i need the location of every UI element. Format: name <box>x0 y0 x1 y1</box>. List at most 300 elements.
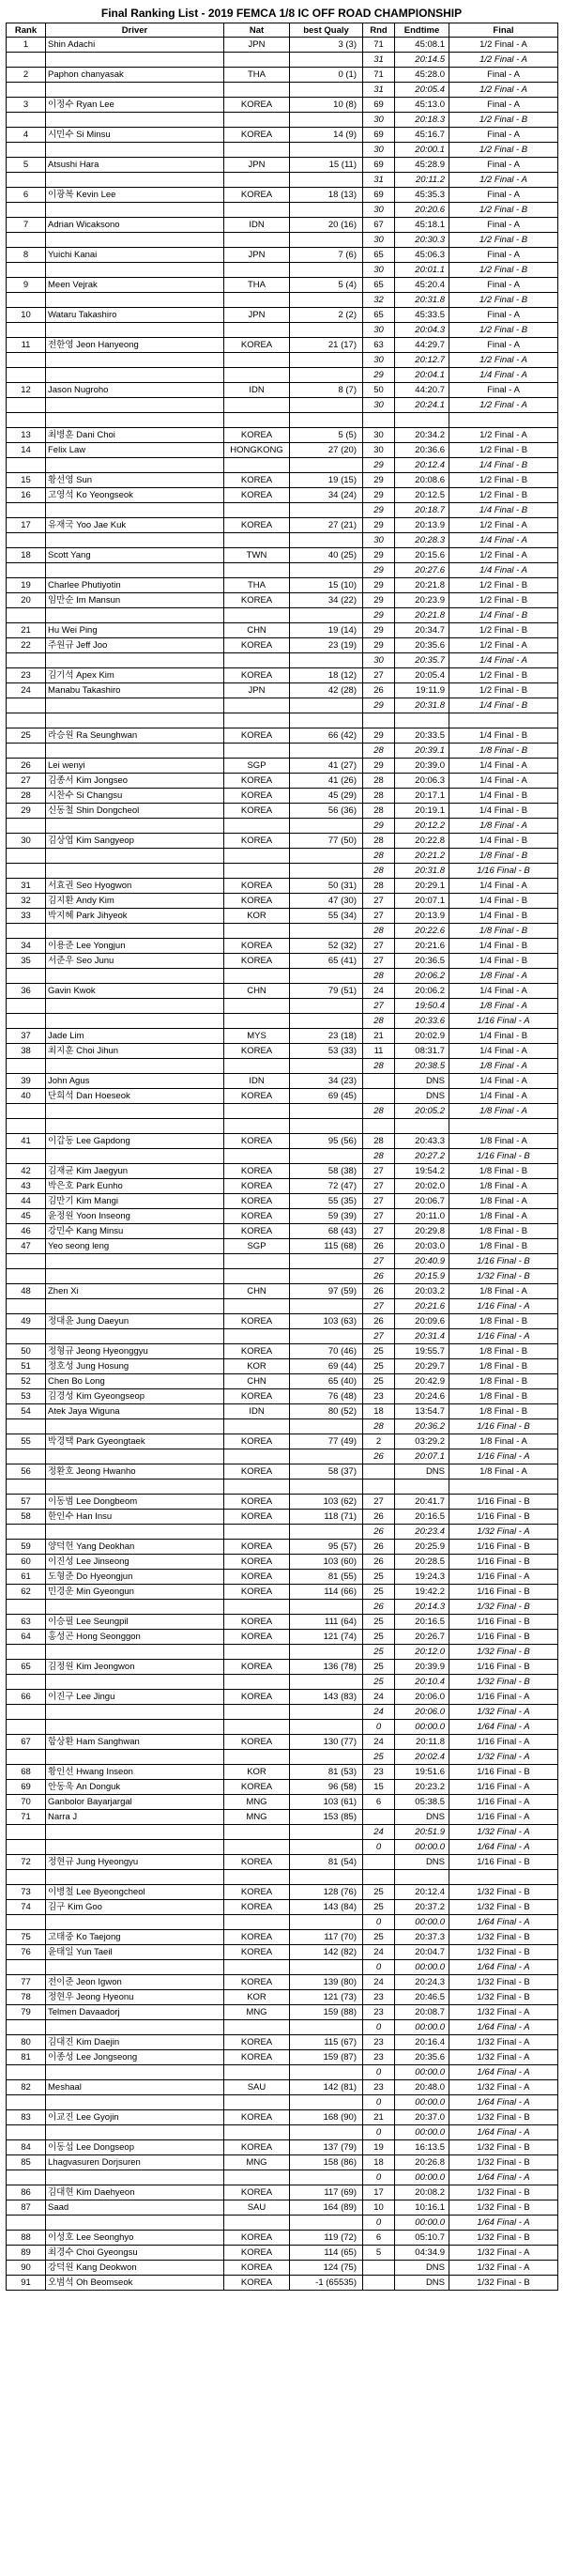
final-cell: 1/8 Final - B <box>449 1224 558 1239</box>
table-row <box>7 1404 558 1419</box>
endtime-cell: 19:55.7 <box>395 1344 449 1359</box>
nation-cell: MYS <box>224 1029 290 1044</box>
rank-cell: 36 <box>7 984 46 999</box>
driver-cell: 도형준 Do Hyeongjun <box>46 1570 224 1585</box>
table-row <box>7 1029 558 1044</box>
table-row <box>7 774 558 789</box>
final-cell: 1/8 Final - B <box>449 849 558 864</box>
endtime-cell: 20:07.1 <box>395 1449 449 1464</box>
round-cell: 26 <box>363 1525 395 1540</box>
best-qualy-cell: 41 (27) <box>290 759 363 774</box>
round-cell: 28 <box>363 969 395 984</box>
nation-cell <box>224 1149 290 1164</box>
rank-cell <box>7 1525 46 1540</box>
best-qualy-cell: 18 (12) <box>290 668 363 683</box>
final-cell: 1/8 Final - B <box>449 1239 558 1254</box>
round-cell: 28 <box>363 864 395 879</box>
rank-cell: 55 <box>7 1434 46 1449</box>
endtime-cell: 20:41.7 <box>395 1495 449 1510</box>
best-qualy-cell: 159 (88) <box>290 2005 363 2020</box>
driver-cell: John Agus <box>46 1074 224 1089</box>
final-cell: Final - A <box>449 308 558 323</box>
driver-cell <box>46 113 224 128</box>
round-cell: 25 <box>363 1374 395 1389</box>
endtime-cell: 03:29.2 <box>395 1434 449 1449</box>
best-qualy-cell: 103 (60) <box>290 1555 363 1570</box>
heat-result-row <box>7 1720 558 1735</box>
nation-cell: KOREA <box>224 638 290 653</box>
nation-cell: KOREA <box>224 98 290 113</box>
endtime-cell <box>395 1119 449 1134</box>
final-cell: 1/4 Final - A <box>449 774 558 789</box>
round-cell: 18 <box>363 2155 395 2170</box>
driver-cell: Adrian Wicaksono <box>46 218 224 233</box>
rank-cell: 69 <box>7 1780 46 1795</box>
rank-cell: 60 <box>7 1555 46 1570</box>
round-cell: 69 <box>363 98 395 113</box>
nation-cell: KOREA <box>224 728 290 744</box>
driver-cell: Charlee Phutiyotin <box>46 578 224 593</box>
endtime-cell: 20:29.7 <box>395 1359 449 1374</box>
rank-cell <box>7 1915 46 1930</box>
nation-cell <box>224 1269 290 1284</box>
driver-cell <box>46 1675 224 1690</box>
driver-cell: 이종성 Lee Jongseong <box>46 2050 224 2065</box>
round-cell: 27 <box>363 1179 395 1194</box>
final-cell: 1/16 Final - A <box>449 1795 558 1810</box>
round-cell: 27 <box>363 999 395 1014</box>
best-qualy-cell <box>290 53 363 68</box>
round-cell: 28 <box>363 1104 395 1119</box>
driver-cell: 김상엽 Kim Sangyeop <box>46 834 224 849</box>
heat-result-row <box>7 293 558 308</box>
rank-cell: 56 <box>7 1464 46 1480</box>
round-cell: 23 <box>363 2035 395 2050</box>
table-row <box>7 1374 558 1389</box>
driver-cell <box>46 653 224 668</box>
endtime-cell: 20:36.2 <box>395 1419 449 1434</box>
heat-result-row <box>7 323 558 338</box>
ranking-sheet <box>6 4 557 2291</box>
best-qualy-cell <box>290 698 363 713</box>
table-row <box>7 1555 558 1570</box>
heat-result-row <box>7 143 558 158</box>
heat-result-row <box>7 173 558 188</box>
table-header-row <box>7 23 558 38</box>
round-cell: 31 <box>363 173 395 188</box>
final-cell: 1/4 Final - B <box>449 503 558 518</box>
heat-result-row <box>7 1825 558 1840</box>
rank-cell: 32 <box>7 894 46 909</box>
nation-cell: KOREA <box>224 2276 290 2291</box>
nation-cell: KOR <box>224 1359 290 1374</box>
driver-cell <box>46 1915 224 1930</box>
best-qualy-cell <box>290 1149 363 1164</box>
rank-cell: 25 <box>7 728 46 744</box>
round-cell: 27 <box>363 1495 395 1510</box>
nation-cell <box>224 1600 290 1615</box>
best-qualy-cell: 34 (23) <box>290 1074 363 1089</box>
best-qualy-cell <box>290 203 363 218</box>
table-row <box>7 1855 558 1870</box>
heat-result-row <box>7 233 558 248</box>
heat-result-row <box>7 533 558 548</box>
rank-cell <box>7 1014 46 1029</box>
rank-cell: 70 <box>7 1795 46 1810</box>
best-qualy-cell: 79 (51) <box>290 984 363 999</box>
nation-cell: KOREA <box>224 1464 290 1480</box>
best-qualy-cell: 111 (64) <box>290 1615 363 1630</box>
endtime-cell: 20:27.2 <box>395 1149 449 1164</box>
table-row <box>7 638 558 653</box>
rank-cell: 83 <box>7 2110 46 2125</box>
final-cell: 1/4 Final - B <box>449 789 558 804</box>
rank-cell: 80 <box>7 2035 46 2050</box>
table-row <box>7 894 558 909</box>
final-cell: 1/2 Final - B <box>449 293 558 308</box>
rank-cell: 57 <box>7 1495 46 1510</box>
endtime-cell: 20:37.0 <box>395 2110 449 2125</box>
endtime-cell: 20:14.3 <box>395 1600 449 1615</box>
round-cell: 63 <box>363 338 395 353</box>
best-qualy-cell <box>290 713 363 728</box>
nation-cell: KOREA <box>224 804 290 819</box>
table-body <box>7 38 558 2291</box>
table-row <box>7 2231 558 2246</box>
nation-cell: SGP <box>224 1239 290 1254</box>
nation-cell: SAU <box>224 2200 290 2216</box>
round-cell: 25 <box>363 1585 395 1600</box>
driver-cell: Yeo seong leng <box>46 1239 224 1254</box>
rank-cell: 38 <box>7 1044 46 1059</box>
endtime-cell: 45:18.1 <box>395 218 449 233</box>
nation-cell: THA <box>224 578 290 593</box>
nation-cell <box>224 819 290 834</box>
nation-cell <box>224 2125 290 2140</box>
best-qualy-cell: 103 (63) <box>290 1314 363 1329</box>
final-cell: 1/32 Final - B <box>449 1900 558 1915</box>
nation-cell: KOREA <box>224 488 290 503</box>
rank-cell: 9 <box>7 278 46 293</box>
round-cell: 71 <box>363 38 395 53</box>
heat-result-row <box>7 203 558 218</box>
endtime-cell: 00:00.0 <box>395 2216 449 2231</box>
endtime-cell: 20:31.8 <box>395 698 449 713</box>
round-cell <box>363 1464 395 1480</box>
driver-cell: 정현우 Jeong Hyeonu <box>46 1990 224 2005</box>
table-row <box>7 1389 558 1404</box>
rank-cell: 72 <box>7 1855 46 1870</box>
table-row <box>7 473 558 488</box>
round-cell: 26 <box>363 683 395 698</box>
final-cell: 1/2 Final - B <box>449 443 558 458</box>
endtime-cell: 20:23.9 <box>395 593 449 608</box>
driver-cell: 이용준 Lee Yongjun <box>46 939 224 954</box>
final-cell: 1/8 Final - B <box>449 1389 558 1404</box>
nation-cell: KOREA <box>224 338 290 353</box>
round-cell: 69 <box>363 158 395 173</box>
rank-cell: 75 <box>7 1930 46 1945</box>
round-cell <box>363 1089 395 1104</box>
final-cell: 1/2 Final - B <box>449 143 558 158</box>
nation-cell: KOREA <box>224 774 290 789</box>
driver-cell: Saad <box>46 2200 224 2216</box>
round-cell: 0 <box>363 2216 395 2231</box>
final-cell: 1/16 Final - A <box>449 1810 558 1825</box>
final-cell <box>449 1480 558 1495</box>
round-cell: 27 <box>363 1194 395 1209</box>
final-cell: 1/16 Final - A <box>449 1735 558 1750</box>
round-cell: 30 <box>363 533 395 548</box>
round-cell <box>363 1870 395 1885</box>
table-row <box>7 2185 558 2200</box>
best-qualy-cell: 119 (72) <box>290 2231 363 2246</box>
best-qualy-cell: 142 (81) <box>290 2080 363 2095</box>
nation-cell <box>224 458 290 473</box>
table-row <box>7 188 558 203</box>
best-qualy-cell: 128 (76) <box>290 1885 363 1900</box>
rank-cell: 67 <box>7 1735 46 1750</box>
final-cell: 1/64 Final - A <box>449 2125 558 2140</box>
best-qualy-cell <box>290 368 363 383</box>
round-cell: 29 <box>363 458 395 473</box>
table-row <box>7 428 558 443</box>
round-cell: 30 <box>363 203 395 218</box>
driver-cell <box>46 713 224 728</box>
round-cell <box>363 2261 395 2276</box>
best-qualy-cell: 143 (83) <box>290 1690 363 1705</box>
nation-cell <box>224 2170 290 2185</box>
nation-cell <box>224 2216 290 2231</box>
best-qualy-cell <box>290 1645 363 1660</box>
nation-cell <box>224 368 290 383</box>
round-cell: 23 <box>363 1990 395 2005</box>
driver-cell: 김만기 Kim Mangi <box>46 1194 224 1209</box>
rank-cell: 43 <box>7 1179 46 1194</box>
rank-cell: 45 <box>7 1209 46 1224</box>
table-row <box>7 1810 558 1825</box>
nation-cell <box>224 398 290 413</box>
final-cell: 1/2 Final - B <box>449 578 558 593</box>
round-cell: 28 <box>363 1149 395 1164</box>
round-cell: 27 <box>363 894 395 909</box>
round-cell: 65 <box>363 308 395 323</box>
final-cell: 1/16 Final - A <box>449 1690 558 1705</box>
col-header-best-qualy: best Qualy <box>290 23 363 38</box>
nation-cell <box>224 233 290 248</box>
best-qualy-cell <box>290 458 363 473</box>
driver-cell: 한인수 Han Insu <box>46 1510 224 1525</box>
endtime-cell: 13:54.7 <box>395 1404 449 1419</box>
round-cell: 25 <box>363 1675 395 1690</box>
table-row <box>7 1164 558 1179</box>
round-cell: 0 <box>363 2125 395 2140</box>
round-cell: 27 <box>363 954 395 969</box>
heat-result-row <box>7 864 558 879</box>
nation-cell <box>224 353 290 368</box>
final-cell: 1/16 Final - B <box>449 864 558 879</box>
table-row <box>7 1434 558 1449</box>
nation-cell: TWN <box>224 548 290 563</box>
round-cell: 28 <box>363 1059 395 1074</box>
final-cell: 1/32 Final - B <box>449 2155 558 2170</box>
rank-cell <box>7 1269 46 1284</box>
round-cell: 24 <box>363 1735 395 1750</box>
driver-cell <box>46 143 224 158</box>
endtime-cell: 20:42.9 <box>395 1374 449 1389</box>
endtime-cell: 20:06.0 <box>395 1690 449 1705</box>
best-qualy-cell <box>290 1014 363 1029</box>
rank-cell: 18 <box>7 548 46 563</box>
rank-cell: 28 <box>7 789 46 804</box>
endtime-cell: 20:02.0 <box>395 1179 449 1194</box>
best-qualy-cell <box>290 563 363 578</box>
final-cell: 1/16 Final - B <box>449 1855 558 1870</box>
rank-cell: 20 <box>7 593 46 608</box>
rank-cell: 21 <box>7 623 46 638</box>
rank-cell: 73 <box>7 1885 46 1900</box>
group-gap-row <box>7 413 558 428</box>
heat-result-row <box>7 563 558 578</box>
final-cell: 1/8 Final - B <box>449 924 558 939</box>
driver-cell <box>46 293 224 308</box>
best-qualy-cell <box>290 1870 363 1885</box>
endtime-cell: 20:23.4 <box>395 1525 449 1540</box>
rank-cell: 62 <box>7 1585 46 1600</box>
best-qualy-cell: 137 (79) <box>290 2140 363 2155</box>
best-qualy-cell <box>290 2125 363 2140</box>
driver-cell: 김정원 Kim Jeongwon <box>46 1660 224 1675</box>
endtime-cell: 20:05.2 <box>395 1104 449 1119</box>
driver-cell <box>46 1254 224 1269</box>
final-cell: 1/4 Final - A <box>449 759 558 774</box>
round-cell: 69 <box>363 128 395 143</box>
rank-cell: 46 <box>7 1224 46 1239</box>
endtime-cell: 20:21.6 <box>395 939 449 954</box>
endtime-cell: 19:24.3 <box>395 1570 449 1585</box>
final-cell: 1/8 Final - B <box>449 1314 558 1329</box>
best-qualy-cell: 3 (3) <box>290 38 363 53</box>
round-cell: 28 <box>363 789 395 804</box>
table-row <box>7 578 558 593</box>
driver-cell: 정호성 Jung Hosung <box>46 1359 224 1374</box>
endtime-cell: 20:31.8 <box>395 293 449 308</box>
driver-cell <box>46 353 224 368</box>
nation-cell: KOREA <box>224 1585 290 1600</box>
endtime-cell: 20:21.6 <box>395 1299 449 1314</box>
best-qualy-cell <box>290 1960 363 1975</box>
nation-cell: KOREA <box>224 1885 290 1900</box>
rank-cell <box>7 969 46 984</box>
best-qualy-cell: 114 (65) <box>290 2246 363 2261</box>
nation-cell: MNG <box>224 1795 290 1810</box>
final-cell: 1/2 Final - B <box>449 233 558 248</box>
rank-cell <box>7 1705 46 1720</box>
rank-cell <box>7 1675 46 1690</box>
endtime-cell <box>395 413 449 428</box>
driver-cell: 김대현 Kim Daehyeon <box>46 2185 224 2200</box>
round-cell: 29 <box>363 548 395 563</box>
final-cell: 1/2 Final - A <box>449 548 558 563</box>
final-cell: 1/32 Final - B <box>449 2140 558 2155</box>
endtime-cell: 08:31.7 <box>395 1044 449 1059</box>
round-cell: 29 <box>363 623 395 638</box>
final-cell: 1/2 Final - B <box>449 683 558 698</box>
rank-cell: 77 <box>7 1975 46 1990</box>
nation-cell <box>224 2065 290 2080</box>
endtime-cell: 20:21.8 <box>395 578 449 593</box>
nation-cell: KOREA <box>224 1194 290 1209</box>
endtime-cell: 20:14.5 <box>395 53 449 68</box>
nation-cell <box>224 1480 290 1495</box>
rank-cell: 15 <box>7 473 46 488</box>
table-row <box>7 1540 558 1555</box>
driver-cell: 강덕원 Kang Deokwon <box>46 2261 224 2276</box>
final-cell: 1/64 Final - A <box>449 2170 558 2185</box>
nation-cell: KOREA <box>224 428 290 443</box>
rank-cell: 22 <box>7 638 46 653</box>
table-row <box>7 1074 558 1089</box>
best-qualy-cell <box>290 969 363 984</box>
round-cell: 24 <box>363 1690 395 1705</box>
heat-result-row <box>7 1915 558 1930</box>
final-cell: 1/64 Final - A <box>449 2020 558 2035</box>
driver-cell <box>46 1600 224 1615</box>
endtime-cell: 20:15.6 <box>395 548 449 563</box>
final-cell: 1/2 Final - A <box>449 53 558 68</box>
round-cell: 28 <box>363 804 395 819</box>
table-row <box>7 1990 558 2005</box>
driver-cell: 함상환 Ham Sanghwan <box>46 1735 224 1750</box>
endtime-cell: 45:28.0 <box>395 68 449 83</box>
final-cell: 1/32 Final - B <box>449 1645 558 1660</box>
table-row <box>7 954 558 969</box>
rank-cell <box>7 924 46 939</box>
best-qualy-cell: 23 (18) <box>290 1029 363 1044</box>
table-row <box>7 218 558 233</box>
best-qualy-cell <box>290 1720 363 1735</box>
endtime-cell: 20:07.1 <box>395 894 449 909</box>
round-cell: 24 <box>363 1705 395 1720</box>
nation-cell <box>224 2095 290 2110</box>
nation-cell <box>224 924 290 939</box>
round-cell: 26 <box>363 1510 395 1525</box>
rank-cell: 33 <box>7 909 46 924</box>
final-cell: 1/2 Final - A <box>449 428 558 443</box>
round-cell: 5 <box>363 2246 395 2261</box>
heat-result-row <box>7 653 558 668</box>
best-qualy-cell <box>290 849 363 864</box>
final-cell: 1/32 Final - A <box>449 1750 558 1765</box>
best-qualy-cell: 81 (53) <box>290 1765 363 1780</box>
final-cell: 1/32 Final - A <box>449 2261 558 2276</box>
best-qualy-cell: 121 (74) <box>290 1630 363 1645</box>
rank-cell: 81 <box>7 2050 46 2065</box>
round-cell: 26 <box>363 1314 395 1329</box>
driver-cell: 이승필 Lee Seungpil <box>46 1615 224 1630</box>
rank-cell: 16 <box>7 488 46 503</box>
heat-result-row <box>7 924 558 939</box>
driver-cell: 정현규 Jung Hyeongyu <box>46 1855 224 1870</box>
driver-cell: Meen Vejrak <box>46 278 224 293</box>
driver-cell: 김지환 Andy Kim <box>46 894 224 909</box>
final-cell: 1/4 Final - B <box>449 894 558 909</box>
col-header-rnd: Rnd <box>363 23 395 38</box>
round-cell: 30 <box>363 653 395 668</box>
endtime-cell: 20:06.2 <box>395 984 449 999</box>
driver-cell <box>46 2020 224 2035</box>
driver-cell <box>46 1645 224 1660</box>
